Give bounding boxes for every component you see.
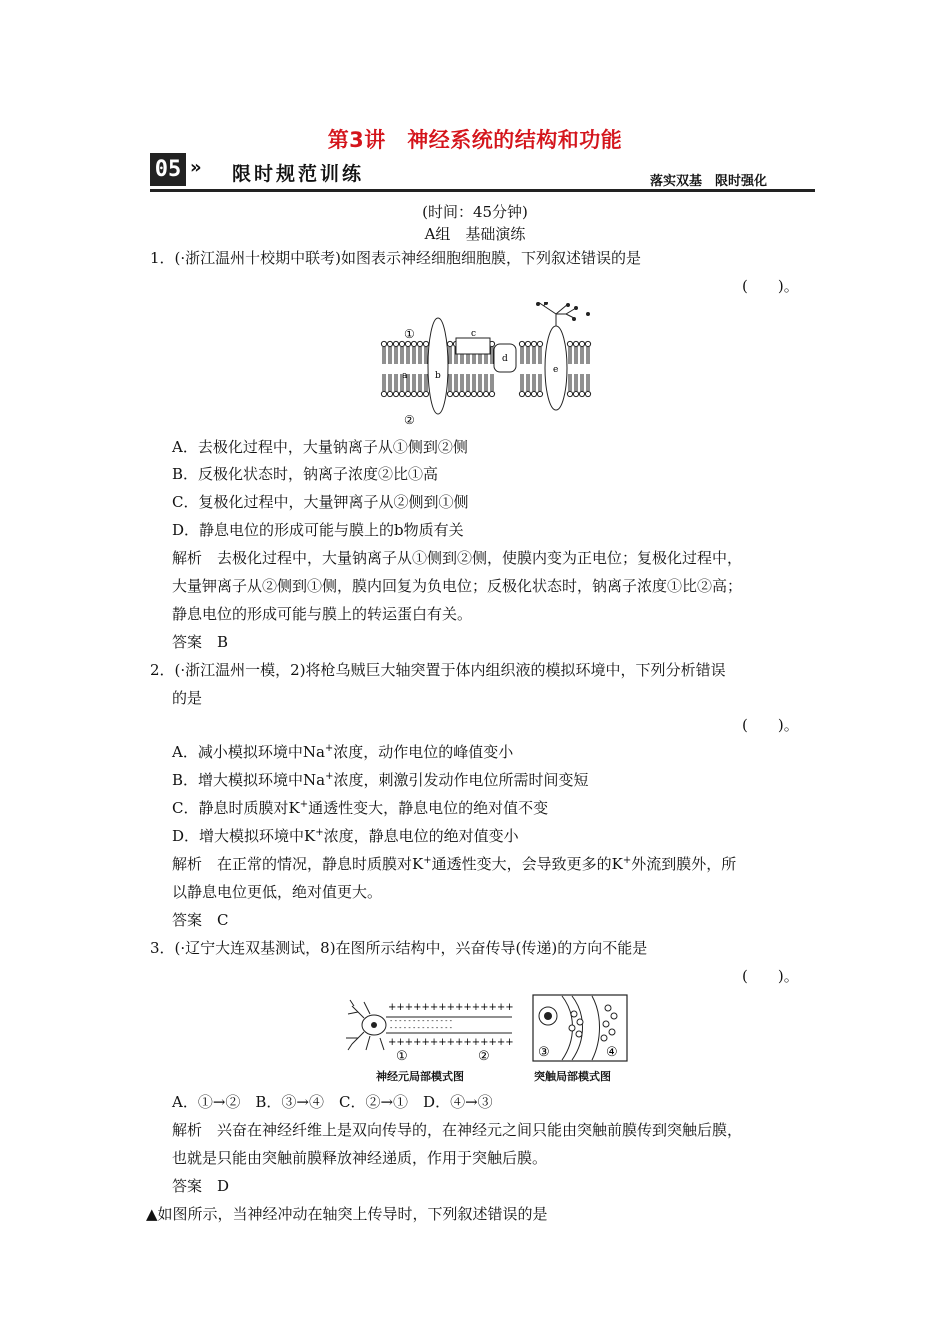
lipid-tail <box>533 374 535 391</box>
banner-subtitle: 落实双基 限时强化 <box>650 174 768 189</box>
lipid-tail <box>401 347 403 364</box>
neuron-caption: 神经元局部模式图 <box>376 1070 464 1083</box>
lipid-head <box>537 341 542 346</box>
q3-answer-paren: ( )。 <box>742 967 799 985</box>
vesicles <box>544 1012 552 1020</box>
banner-heading: 限时规范训练 <box>232 163 365 185</box>
lipid-head <box>483 391 488 396</box>
lipid-head <box>399 341 404 346</box>
q1-option-a: A．去极化过程中，大量钠离子从①侧到②侧 <box>172 438 468 456</box>
q3-analysis-1: 解析 兴奋在神经纤维上是双向传导的，在神经元之间只能由突触前膜传到突触后膜， <box>172 1121 743 1139</box>
lipid-head <box>447 391 452 396</box>
lipid-head <box>411 341 416 346</box>
lipid-head <box>393 391 398 396</box>
lipid-head <box>387 391 392 396</box>
section-badge: 05 <box>150 153 186 186</box>
lipid-tail <box>449 347 451 364</box>
q1-option-c: C．复极化过程中，大量钾离子从②侧到①侧 <box>172 493 469 511</box>
group-heading: A组 基础演练 <box>424 225 526 243</box>
lipid-tail <box>521 374 523 391</box>
lipid-tail <box>389 347 391 364</box>
lipid-tail <box>539 347 541 364</box>
lipid-tail <box>485 374 487 391</box>
q4-stem: ▲如图所示，当神经冲动在轴突上传导时，下列叙述错误的是 <box>146 1205 548 1223</box>
lipid-head <box>453 391 458 396</box>
lipid-head <box>381 341 386 346</box>
synapse-caption: 突触局部模式图 <box>534 1070 611 1083</box>
lipid-tail <box>581 347 583 364</box>
lipid-tail <box>461 374 463 391</box>
axon-plus-bottom: +++++++++++++++ <box>388 1037 514 1048</box>
lipid-tail <box>581 374 583 391</box>
lipid-head <box>411 391 416 396</box>
lipid-tail <box>407 347 409 364</box>
lipid-tail <box>521 347 523 364</box>
synapse-figure <box>532 994 628 1062</box>
lipid-head <box>531 341 536 346</box>
lipid-head <box>525 341 530 346</box>
protein-c <box>456 338 490 354</box>
q1-option-d: D．静息电位的形成可能与膜上的b物质有关 <box>172 521 464 539</box>
q2-stem-2: 的是 <box>172 689 203 707</box>
lipid-head <box>393 341 398 346</box>
lipid-head <box>531 391 536 396</box>
fig3-label-1: ① <box>396 1049 408 1062</box>
fig3-label-3: ③ <box>538 1045 550 1060</box>
q1-answer: 答案 B <box>172 633 229 651</box>
axon-plus-top: +++++++++++++++ <box>388 1002 514 1013</box>
lipid-head <box>405 341 410 346</box>
lipid-tail <box>539 374 541 391</box>
dendrites <box>346 1000 384 1050</box>
lipid-head <box>567 391 572 396</box>
lipid-head <box>381 391 386 396</box>
q1-stem: 1．(·浙江温州十校期中联考)如图表示神经细胞细胞膜，下列叙述错误的是 <box>150 249 642 267</box>
lipid-tail <box>575 347 577 364</box>
neuron-nucleus <box>371 1022 377 1028</box>
lipid-head <box>417 341 422 346</box>
lipid-tail <box>449 374 451 391</box>
fig1-label-c: c <box>471 329 477 339</box>
lipid-head <box>567 341 572 346</box>
neuron-figure <box>344 998 514 1062</box>
lipid-head <box>447 341 452 346</box>
lipid-head <box>525 391 530 396</box>
q2-option-b: B．增大模拟环境中Na+浓度，刺激引发动作电位所需时间变短 <box>172 771 589 789</box>
fig1-label-d: d <box>502 354 508 364</box>
lipid-head <box>387 341 392 346</box>
fig3-label-4: ④ <box>606 1045 618 1060</box>
lipid-head <box>399 391 404 396</box>
fig1-label-1: ① <box>404 327 415 341</box>
lipid-tail <box>419 347 421 364</box>
q2-stem-1: 2．(·浙江温州一模，2)将枪乌贼巨大轴突置于体内组织液的模拟环境中，下列分析错误 <box>150 661 726 679</box>
lipid-head <box>537 391 542 396</box>
banner-arrow: » <box>190 157 202 178</box>
lipid-head <box>405 391 410 396</box>
lipid-head <box>579 341 584 346</box>
lipid-head <box>579 391 584 396</box>
q2-analysis-2: 以静息电位更低，绝对值更大。 <box>172 883 383 901</box>
lipid-head <box>459 391 464 396</box>
fig1-label-2: ② <box>404 413 415 427</box>
q1-analysis-2: 大量钾离子从②侧到①侧，膜内回复为负电位；反极化状态时，钠离子浓度①比②高； <box>172 577 743 595</box>
page-title: 第3讲 神经系统的结构和功能 <box>327 128 623 152</box>
lipid-head <box>585 341 590 346</box>
lipid-tail <box>569 374 571 391</box>
lipid-head <box>519 341 524 346</box>
lipid-head <box>573 391 578 396</box>
q3-stem: 3．(·辽宁大连双基测试，8)在图所示结构中，兴奋传导(传递)的方向不能是 <box>150 939 648 957</box>
lipid-head <box>489 391 494 396</box>
time-note: (时间：45分钟) <box>422 203 528 221</box>
lipid-head <box>477 391 482 396</box>
lipid-tail <box>413 347 415 364</box>
q2-answer: 答案 C <box>172 911 229 929</box>
lipid-tail <box>383 374 385 391</box>
q2-option-d: D．增大模拟环境中K+浓度，静息电位的绝对值变小 <box>172 827 519 845</box>
lipid-tail <box>569 347 571 364</box>
glycoprotein-chain <box>538 302 576 326</box>
lipid-tail <box>587 374 589 391</box>
lipid-tail <box>413 374 415 391</box>
q3-answer: 答案 D <box>172 1177 230 1195</box>
q2-option-a: A．减小模拟环境中Na+浓度，动作电位的峰值变小 <box>172 743 514 761</box>
axon-minus-bottom: - - - - - - - - - - - - - - <box>390 1024 453 1032</box>
lipid-head <box>519 391 524 396</box>
q2-answer-paren: ( )。 <box>742 716 799 734</box>
fig1-label-b: b <box>435 371 441 381</box>
lipid-tail <box>389 374 391 391</box>
lipid-tail <box>527 347 529 364</box>
axon-minus-top: - - - - - - - - - - - - - - <box>390 1017 453 1025</box>
lipid-head <box>417 391 422 396</box>
lipid-tail <box>419 374 421 391</box>
fig1-label-a: a <box>402 371 408 381</box>
lipid-head <box>573 341 578 346</box>
q3-analysis-2: 也就是只能由突触前膜释放神经递质，作用于突触后膜。 <box>172 1149 548 1167</box>
lipid-tail <box>527 374 529 391</box>
lipid-tail <box>455 374 457 391</box>
lipid-tail <box>491 347 493 364</box>
lipid-head <box>585 391 590 396</box>
lipid-tail <box>575 374 577 391</box>
lipid-tail <box>491 374 493 391</box>
lipid-tail <box>587 347 589 364</box>
lipid-tail <box>425 374 427 391</box>
q1-answer-paren: ( )。 <box>742 277 799 295</box>
lipid-tail <box>533 347 535 364</box>
lipid-tail <box>479 374 481 391</box>
lipid-head <box>423 391 428 396</box>
fig1-label-e: e <box>553 365 559 375</box>
fig3-label-2: ② <box>478 1049 490 1062</box>
lipid-tail <box>395 374 397 391</box>
q1-analysis-3: 静息电位的形成可能与膜上的转运蛋白有关。 <box>172 605 473 623</box>
lipid-tail <box>425 347 427 364</box>
lipid-head <box>423 341 428 346</box>
lipid-head <box>465 391 470 396</box>
q1-option-b: B．反极化状态时，钠离子浓度②比①高 <box>172 465 439 483</box>
lipid-tail <box>383 347 385 364</box>
lipid-tail <box>473 374 475 391</box>
lipid-tail <box>395 347 397 364</box>
q1-analysis-1: 解析 去极化过程中，大量钠离子从①侧到②侧，使膜内变为正电位；复极化过程中， <box>172 549 743 567</box>
q2-analysis-1: 解析 在正常的情况，静息时质膜对K+通透性变大，会导致更多的K+外流到膜外，所 <box>172 855 737 873</box>
lipid-head <box>471 391 476 396</box>
q3-options: A．①→② B．③→④ C．②→① D．④→③ <box>172 1093 493 1111</box>
q2-option-c: C．静息时质膜对K+通透性变大，静息电位的绝对值不变 <box>172 799 549 817</box>
lipid-tail <box>467 374 469 391</box>
membrane-figure <box>376 302 598 428</box>
protein-b <box>428 318 448 414</box>
